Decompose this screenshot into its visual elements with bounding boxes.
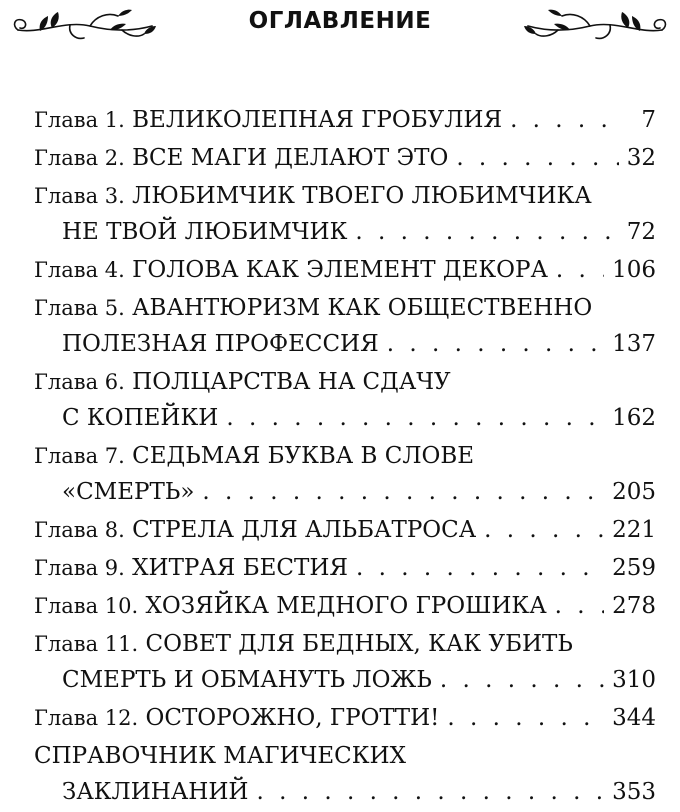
chapter-label: Глава 12. (34, 706, 139, 730)
toc-entry-line (34, 588, 658, 624)
chapter-title: ВСЕ МАГИ ДЕЛАЮТ ЭТО (132, 145, 449, 171)
chapter-title: ЗАКЛИНАНИЙ (62, 779, 249, 805)
toc-entry[interactable] (34, 140, 658, 176)
toc-entry[interactable] (34, 102, 658, 138)
page-header (0, 0, 680, 60)
dot-leader (356, 550, 604, 586)
toc-entry[interactable] (34, 364, 658, 436)
dot-leader (555, 588, 604, 624)
dot-leader (202, 474, 604, 510)
toc-entry-line (34, 700, 658, 736)
chapter-label: Глава 3. (34, 184, 125, 208)
toc-entry-line (34, 364, 658, 400)
chapter-label: Глава 4. (34, 258, 125, 282)
toc-entry[interactable] (34, 178, 658, 250)
page-number: 106 (612, 257, 656, 283)
page-number: 205 (612, 479, 656, 505)
toc-entry-line (34, 140, 658, 176)
dot-leader (256, 774, 604, 810)
chapter-title: «СМЕРТЬ» (62, 479, 195, 505)
toc-entry[interactable] (34, 700, 658, 736)
dot-leader (447, 700, 604, 736)
chapter-label: Глава 6. (34, 370, 125, 394)
chapter-title: СПРАВОЧНИК МАГИЧЕСКИХ (34, 743, 406, 769)
toc-entry[interactable] (34, 588, 658, 624)
page-number: 278 (612, 593, 656, 619)
dot-leader (510, 102, 624, 138)
page-number: 353 (612, 779, 656, 805)
toc-entry-line (34, 662, 658, 698)
chapter-title: ГОЛОВА КАК ЭЛЕМЕНТ ДЕКОРА (132, 257, 548, 283)
chapter-label: Глава 1. (34, 108, 125, 132)
page-number: 137 (612, 331, 656, 357)
toc-entry-line (34, 474, 658, 510)
toc-entry[interactable] (34, 512, 658, 548)
toc-entry-line (34, 102, 658, 138)
chapter-title: ХИТРАЯ БЕСТИЯ (132, 555, 348, 581)
table-of-contents (34, 102, 658, 812)
chapter-title: С КОПЕЙКИ (62, 405, 219, 431)
chapter-title: СЕДЬМАЯ БУКВА В СЛОВЕ (132, 443, 475, 469)
chapter-title: НЕ ТВОЙ ЛЮБИМЧИК (62, 219, 348, 245)
chapter-title: ВЕЛИКОЛЕПНАЯ ГРОБУЛИЯ (132, 107, 503, 133)
dot-leader (355, 214, 618, 250)
toc-entry-line (34, 626, 658, 662)
page-number: 32 (626, 145, 656, 171)
toc-entry-line (34, 290, 658, 326)
toc-entry-line (34, 738, 658, 774)
page-number: 344 (612, 705, 656, 731)
chapter-title: СОВЕТ ДЛЯ БЕДНЫХ, КАК УБИТЬ (145, 631, 573, 657)
chapter-title: ЛЮБИМЧИК ТВОЕГО ЛЮБИМЧИКА (132, 183, 592, 209)
toc-entry-line (34, 512, 658, 548)
toc-entry-line (34, 438, 658, 474)
toc-entry-line (34, 400, 658, 436)
chapter-label: Глава 5. (34, 296, 125, 320)
chapter-title: ОСТОРОЖНО, ГРОТТИ! (145, 705, 440, 731)
page-number: 221 (612, 517, 656, 543)
dot-leader (387, 326, 604, 362)
chapter-label: Глава 8. (34, 518, 125, 542)
chapter-title: АВАНТЮРИЗМ КАК ОБЩЕСТВЕННО (132, 295, 593, 321)
dot-leader (556, 252, 604, 288)
toc-entry-line (34, 550, 658, 586)
toc-entry-line (34, 774, 658, 810)
chapter-label: Глава 7. (34, 444, 125, 468)
page-number: 72 (626, 219, 656, 245)
chapter-title: ХОЗЯЙКА МЕДНОГО ГРОШИКА (145, 593, 547, 619)
chapter-title: ПОЛЦАРСТВА НА СДАЧУ (132, 369, 451, 395)
chapter-title: СТРЕЛА ДЛЯ АЛЬБАТРОСА (132, 517, 477, 543)
toc-entry[interactable] (34, 626, 658, 698)
flourish-ornament-right (520, 4, 670, 44)
chapter-title: ПОЛЕЗНАЯ ПРОФЕССИЯ (62, 331, 379, 357)
toc-entry[interactable] (34, 290, 658, 362)
chapter-label: Глава 9. (34, 556, 125, 580)
page-number: 162 (612, 405, 656, 431)
dot-leader (440, 662, 604, 698)
toc-entry-line (34, 252, 658, 288)
toc-entry[interactable] (34, 438, 658, 510)
dot-leader (484, 512, 604, 548)
page-number: 259 (612, 555, 656, 581)
toc-entry-line (34, 214, 658, 250)
chapter-label: Глава 11. (34, 632, 139, 656)
dot-leader (226, 400, 604, 436)
dot-leader (456, 140, 618, 176)
page-number: 310 (612, 667, 656, 693)
page-title: ОГЛАВЛЕНИЕ (248, 8, 432, 34)
chapter-label: Глава 2. (34, 146, 125, 170)
toc-entry[interactable] (34, 550, 658, 586)
page-number: 7 (641, 107, 656, 133)
toc-entry-line (34, 326, 658, 362)
toc-entry[interactable] (34, 738, 658, 810)
toc-entry[interactable] (34, 252, 658, 288)
chapter-label: Глава 10. (34, 594, 139, 618)
chapter-title: СМЕРТЬ И ОБМАНУТЬ ЛОЖЬ (62, 667, 432, 693)
toc-entry-line (34, 178, 658, 214)
